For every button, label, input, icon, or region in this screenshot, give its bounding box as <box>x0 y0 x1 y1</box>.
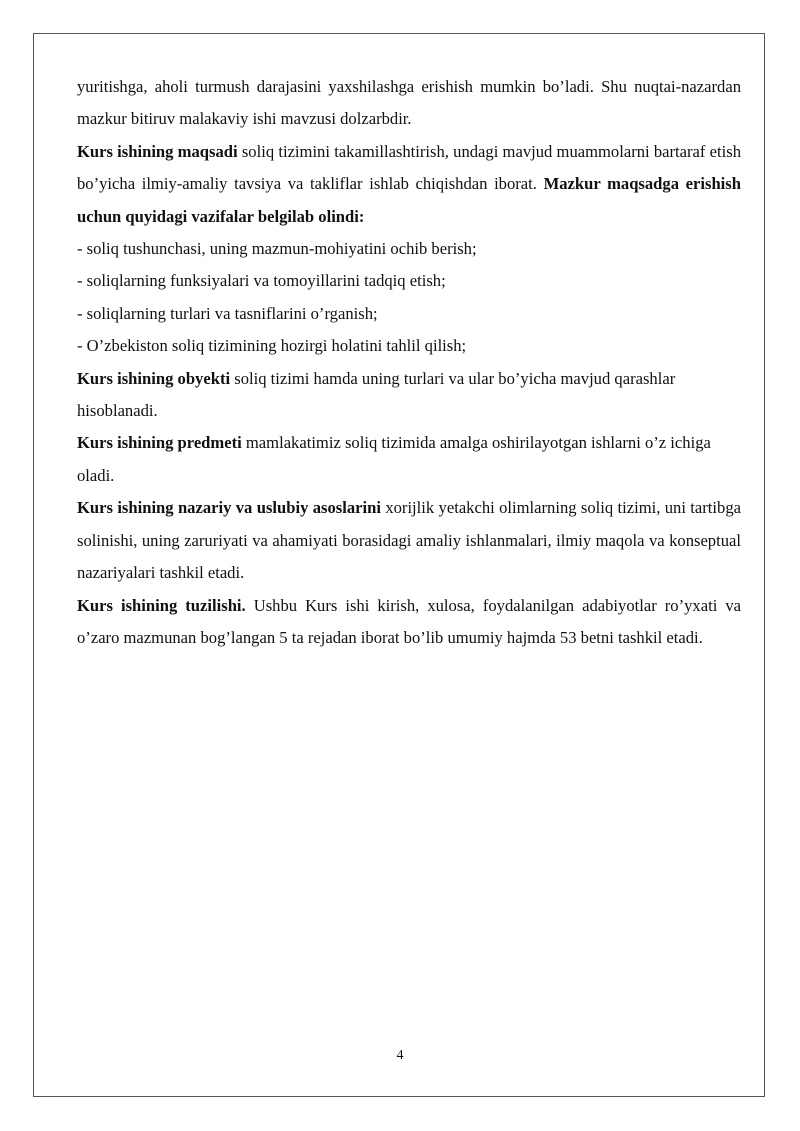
tasks-heading: Mazkur maqsadga erishish uchun quyidagi vazifalar belgilab olindi: <box>77 174 741 226</box>
intro-text: yuritishga, aholi turmush darajasini yaxshilashga erishish mumkin bo’ladi. Shu nuqtai-nazardan mazkur bitiruv malakaviy ishi mavzusi dolzarbdir. <box>77 77 741 129</box>
subject-paragraph <box>77 427 741 492</box>
subject-heading: Kurs ishining predmeti <box>77 433 242 453</box>
methodology-paragraph <box>77 492 741 589</box>
subject-text: mamlakatimiz soliq tizimida amalga oshirilayotgan ishlarni o’z ichiga oladi. <box>77 433 711 485</box>
methodology-text: xorijlik yetakchi olimlarning soliq tizimi, uni tartibga solinishi, uning zaruriyati va ahamiyati borasidagi amaliy ishlanmalari, ilmiy maqola va konseptual nazariyalari tashkil etadi. <box>77 498 741 583</box>
document-body <box>77 71 741 654</box>
methodology-heading: Kurs ishining nazariy va uslubiy asoslarini <box>77 498 381 518</box>
object-heading: Kurs ishining obyekti <box>77 368 231 388</box>
goal-text: soliq tizimini takamillashtirish, undagi mavjud muammolarni bartaraf etish bo’yicha ilmiy-amaliy tavsiya va takliflar ishlab chiqishdan iborat. <box>77 141 742 194</box>
page-number: 4 <box>396 1048 404 1063</box>
structure-text: Ushbu Kurs ishi kirish, xulosa, foydalanilgan adabiyotlar ro’yxati va o’zaro mazmunan bog’langan 5 ta rejadan iborat bo’lib umumiy hajmda 53 betni tashkil etadi. <box>77 595 741 647</box>
task-item: - O’zbekiston soliq tizimining hozirgi holatini tahlil qilish; <box>77 336 467 356</box>
task-item: - soliqlarning funksiyalari va tomoyillarini tadqiq etish; <box>77 271 446 291</box>
goal-paragraph <box>77 136 741 233</box>
task-item: - soliq tushunchasi, uning mazmun-mohiyatini ochib berish; <box>77 239 477 259</box>
structure-heading: Kurs ishining tuzilishi. <box>77 595 246 615</box>
intro-paragraph <box>77 71 741 136</box>
task-item: - soliqlarning turlari va tasniflarini o’rganish; <box>77 303 378 323</box>
structure-paragraph <box>77 590 741 655</box>
object-paragraph <box>77 363 741 428</box>
goal-heading: Kurs ishining maqsadi <box>77 141 238 161</box>
object-text: soliq tizimi hamda uning turlari va ular bo’yicha mavjud qarashlar hisoblanadi. <box>77 368 676 421</box>
